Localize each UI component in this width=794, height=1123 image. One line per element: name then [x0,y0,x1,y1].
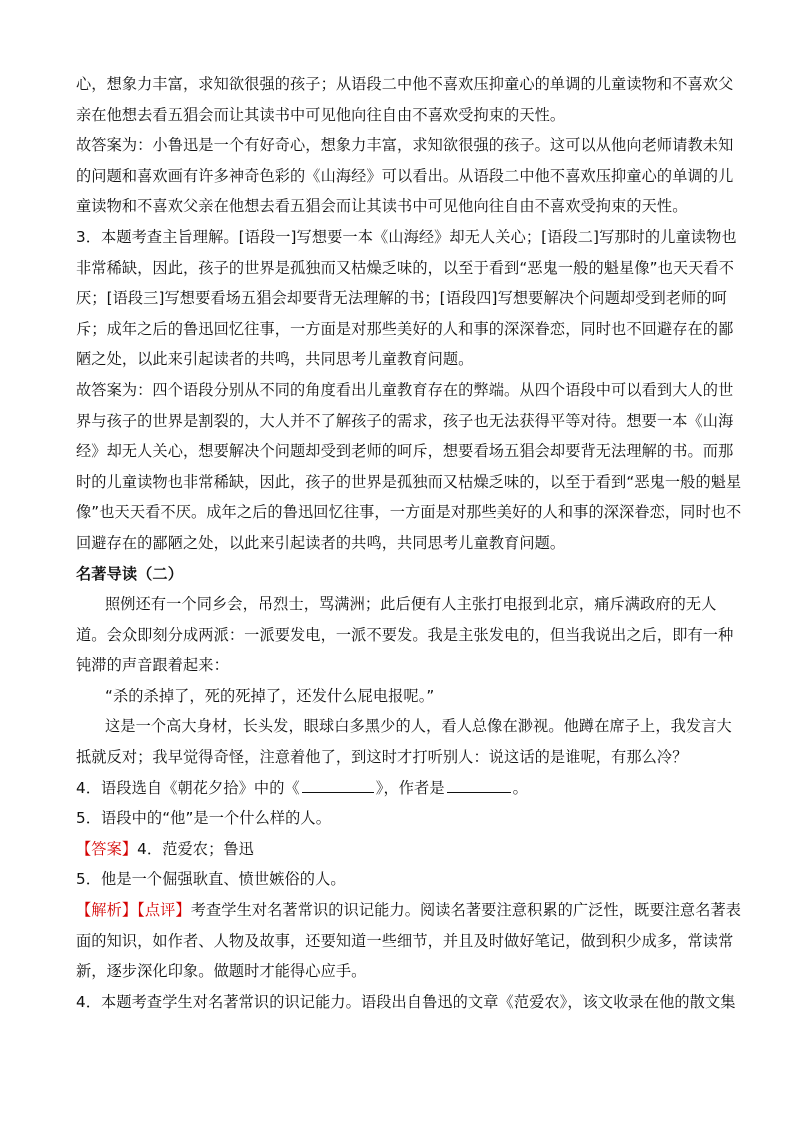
question-4-prefix: 4．语段选自《朝花夕拾》中的《 [76,778,300,797]
analysis-line: 面的知识，如作者、人物及故事，还要知道一些细节，并且及时做好笔记，做到积少成多，常读常 [76,931,734,950]
text-line: 亲在他想去看五猖会而让其读书中可见他向往自由不喜欢受拘束的天性。 [76,105,566,124]
text-line: 心，想象力丰富，求知欲很强的孩子；从语段二中他不喜欢压抑童心的单调的儿童读物和不喜欢父 [76,75,734,93]
analysis-text: 考查学生对名著常识的识记能力。阅读名著要注意积累的广泛性，既要注意名著表 [190,901,742,920]
text-line: 陋之处，以此来引起读者的共鸣，共同思考儿童教育问题。 [76,350,474,369]
text-line: 3．本题考查主旨理解。[语段一]写想要一本《山海经》却无人关心；[语段二]写那时的儿童读物也 [76,227,737,246]
analysis-line: 4．本题考查学生对名著常识的识记能力。语段出自鲁迅的文章《范爱农》，该文收录在他的散文集 [76,992,736,1011]
text-line: 回避存在的鄙陋之处，以此来引起读者的共鸣，共同思考儿童教育问题。 [76,533,566,552]
passage-line: “杀的杀掉了，死的死掉了，还发什么屁电报呢。” [105,686,435,705]
question-4-mid: 》，作者是 [375,778,445,797]
answer-line [76,834,722,865]
analysis-line: 新，逐步深化印象。做题时才能得心应手。 [76,962,367,981]
text-line: 的问题和喜欢画有许多神奇色彩的《山海经》可以看出。从语段二中他不喜欢压抑童心的单调的儿 [76,166,734,185]
passage-line: 道。会众即刻分成两派：一派要发电，一派不要发。我是主张发电的，但当我说出之后，即有一种 [76,625,734,644]
question-4 [76,773,722,804]
text-line: 非常稀缺，因此，孩子的世界是孤独而又枯燥乏味的，以至于看到“恶鬼一般的魁星像”也天天看不 [76,258,735,277]
question-4-suffix: 。 [512,778,528,797]
analysis-line [76,895,742,926]
text-line: 故答案为：小鲁迅是一个有好奇心，想象力丰富，求知欲很强的孩子。这可以从他向老师请教未知 [76,136,734,155]
text-line: 像”也天天看不厌。成年之后的鲁迅回忆往事，一方面是对那些美好的人和事的深深眷恋，同时也不 [76,503,742,522]
passage-line: 照例还有一个同乡会，吊烈士，骂满洲；此后便有人主张打电报到北京，痛斥满政府的无人 [105,595,717,614]
answer-blank[interactable] [302,778,374,793]
text-line: 厌；[语段三]写想要看场五猖会却要背无法理解的书；[语段四]写想要解决个问题却受到老师的呵 [76,289,727,308]
answer-tag: 【答案】 [76,839,138,858]
question-5: 5．语段中的“他”是一个什么样的人。 [76,809,332,828]
passage-line: 钝滞的声音跟着起来： [76,656,229,675]
passage-line: 这是一个高大身材，长头发，眼球白多黑少的人，看人总像在渺视。他蹲在席子上，我发言大 [105,717,732,736]
text-line: 界与孩子的世界是割裂的，大人并不了解孩子的需求，孩子也无法获得平等对待。想要一本《山海 [76,411,734,430]
analysis-tag: 【解析】【点评】 [76,901,191,920]
text-line: 经》却无人关心，想要解决个问题却受到老师的呵斥，想要看场五猖会却要背无法理解的书。而那 [76,442,734,461]
answer-line: 5．他是一个倔强耿直、愤世嫉俗的人。 [76,870,346,889]
answer-blank[interactable] [447,778,511,793]
answer-text: 4．范爱农；鲁迅 [137,839,254,858]
text-line: 故答案为：四个语段分别从不同的角度看出儿童教育存在的弊端。从四个语段中可以看到大人的世 [76,380,734,399]
section-heading: 名著导读（二） [76,564,184,583]
text-line: 童读物和不喜欢父亲在他想去看五猖会而让其读书中可见他向往自由不喜欢受拘束的天性。 [76,197,688,216]
passage-line: 抵就反对；我早觉得奇怪，注意着他了，到这时才打听别人：说这话的是谁呢，有那么冷？ [76,748,688,767]
text-line: 斥；成年之后的鲁迅回忆往事，一方面是对那些美好的人和事的深深眷恋，同时也不回避存在的鄙 [76,319,734,338]
text-line: 时的儿童读物也非常稀缺，因此，孩子的世界是孤独而又枯燥乏味的，以至于看到“恶鬼一般的魁星 [76,472,742,491]
